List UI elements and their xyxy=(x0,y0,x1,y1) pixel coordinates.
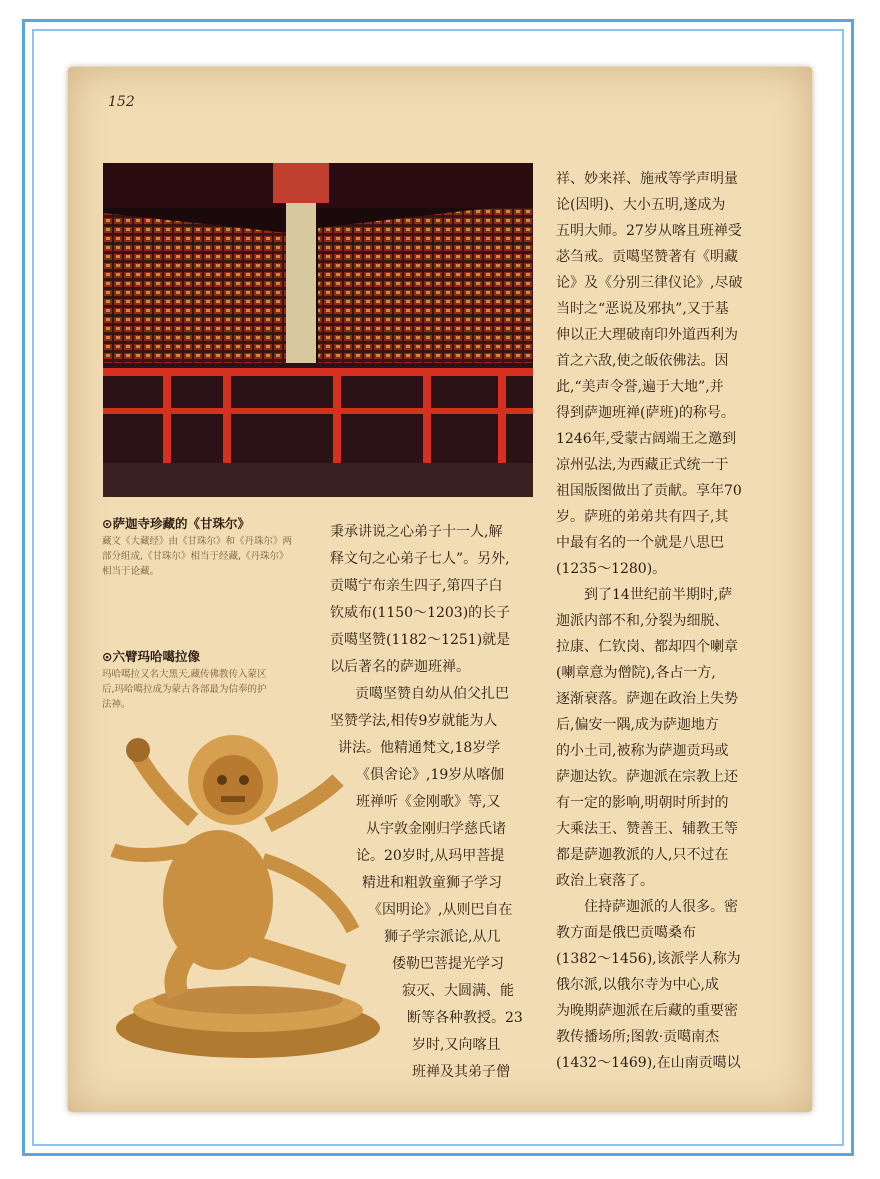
text-line: 教传播场所;图敦·贡噶南杰 xyxy=(556,1029,720,1045)
library-photo-illustration xyxy=(103,163,533,497)
caption-line: 玛哈噶拉又名大黑天,藏传佛教传入蒙区 xyxy=(102,669,267,680)
text-line: 到了14世纪前半期时,萨 xyxy=(584,587,733,603)
page-number: 152 xyxy=(108,94,135,110)
text-line: 岁。萨班的弟弟共有四子,其 xyxy=(556,509,729,525)
text-line: 住持萨迦派的人很多。密 xyxy=(584,899,738,915)
text-line: 祥、妙来祥、施戒等学声明量 xyxy=(556,171,738,187)
text-line: 论。20岁时,从玛甲菩提 xyxy=(356,848,505,864)
text-line: 当时之“恶说及邪执”,又于基 xyxy=(556,301,729,317)
text-line: 贡噶坚赞自幼从伯父扎巴 xyxy=(355,686,509,702)
text-line: 政治上衰落了。 xyxy=(556,873,654,889)
text-line: 中最有名的一个就是八思巴 xyxy=(556,535,724,551)
text-line: 五明大师。27岁从喀且班禅受 xyxy=(556,223,742,239)
caption-body-mahakala xyxy=(102,667,267,712)
text-line: 贡噶坚赞(1182～1251)就是 xyxy=(330,632,511,648)
text-line: (1382～1456),该派学人称为 xyxy=(556,951,741,967)
text-line: 大乘法王、赞善王、辅教王等 xyxy=(556,821,738,837)
text-line: 岁时,又向喀且 xyxy=(412,1037,501,1053)
text-line: 寂灭、大圆满、能 xyxy=(402,983,514,999)
text-line: (1235～1280)。 xyxy=(556,561,667,577)
text-line: 释文句之心弟子七人”。另外, xyxy=(330,551,510,567)
text-line: 有一定的影响,明朝时所封的 xyxy=(556,795,729,811)
library-photo xyxy=(103,163,533,497)
text-line: 班禅听《金刚歌》等,又 xyxy=(356,794,501,810)
text-line: 为晚期萨迦派在后藏的重要密 xyxy=(556,1003,738,1019)
text-line: 贡噶宁布亲生四子,第四子白 xyxy=(330,578,503,594)
text-line: (喇章意为僧院),各占一方, xyxy=(556,665,716,681)
text-line: 伸以正大理破南印外道西利为 xyxy=(556,327,738,343)
text-line: 坚赞学法,相传9岁就能为人 xyxy=(330,713,498,729)
text-line: 倭勒巴菩提光学习 xyxy=(392,956,504,972)
text-line: 逐渐衰落。萨迦在政治上失势 xyxy=(556,691,738,707)
text-line: 《因明论》,从则巴自在 xyxy=(368,902,513,918)
text-line: 拉康、仁钦岗、都却四个喇章 xyxy=(556,639,738,655)
text-line: 迦派内部不和,分裂为细脱、 xyxy=(556,613,729,629)
caption-title-ganjur: ⊙萨迦寺珍藏的《甘珠尔》 xyxy=(102,516,250,531)
text-line: 苾刍戒。贡噶坚赞著有《明藏 xyxy=(556,249,738,265)
text-line: 秉承讲说之心弟子十一人,解 xyxy=(330,524,503,540)
text-line: 后,偏安一隅,成为萨迦地方 xyxy=(556,717,719,733)
text-line: 俄尔派,以俄尔寺为中心,成 xyxy=(556,977,719,993)
mahakala-statue-illustration xyxy=(98,710,398,1065)
text-line: 《俱舍论》,19岁从喀伽 xyxy=(356,767,505,783)
text-line: 钦威布(1150～1203)的长子 xyxy=(330,605,511,621)
text-line: 狮子学宗派论,从几 xyxy=(384,929,501,945)
text-line: 祖国版图做出了贡献。享年70 xyxy=(556,483,742,499)
caption-line: 部分组成,《甘珠尔》相当于经藏,《丹珠尔》 xyxy=(102,551,289,562)
text-line: 的小土司,被称为萨迦贡玛或 xyxy=(556,743,729,759)
text-line: 断等各种教授。23 xyxy=(407,1010,523,1026)
mahakala-statue xyxy=(98,710,398,1065)
text-line: 论(因明)、大小五明,遂成为 xyxy=(556,197,726,213)
text-line: 班禅及其弟子僧 xyxy=(412,1064,510,1080)
text-line: 都是萨迦教派的人,只不过在 xyxy=(556,847,729,863)
text-line: 精进和粗敦童狮子学习 xyxy=(362,875,502,891)
caption-line: 法神。 xyxy=(102,699,131,710)
text-line: 1246年,受蒙古阔端王之邀到 xyxy=(556,431,737,447)
text-line: 得到萨迦班禅(萨班)的称号。 xyxy=(556,405,735,421)
caption-body-ganjur xyxy=(102,534,292,579)
caption-line: 后,玛哈噶拉成为蒙古各部最为信奉的护 xyxy=(102,684,267,695)
caption-line: 相当于论藏。 xyxy=(102,566,160,577)
text-line: 讲法。他精通梵文,18岁学 xyxy=(338,740,501,756)
caption-title-mahakala: ⊙六臂玛哈噶拉像 xyxy=(102,649,200,664)
text-line: 论》及《分别三律仪论》,尽破 xyxy=(556,275,743,291)
text-line: 首之六敌,使之皈依佛法。因 xyxy=(556,353,729,369)
caption-line: 藏文《大藏经》由《甘珠尔》和《丹珠尔》两 xyxy=(102,536,293,547)
text-line: 以后著名的萨迦班禅。 xyxy=(330,659,470,675)
text-line: 教方面是俄巴贡噶桑布 xyxy=(556,925,696,941)
text-line: 此,“美声令誉,遍于大地”,并 xyxy=(556,379,724,395)
text-line: 萨迦达钦。萨迦派在宗教上还 xyxy=(556,769,738,785)
text-line: 凉州弘法,为西藏正式统一于 xyxy=(556,457,729,473)
text-line: 从宇敦金刚归学慈氏诸 xyxy=(366,821,506,837)
text-line: (1432～1469),在山南贡噶以 xyxy=(556,1055,741,1071)
